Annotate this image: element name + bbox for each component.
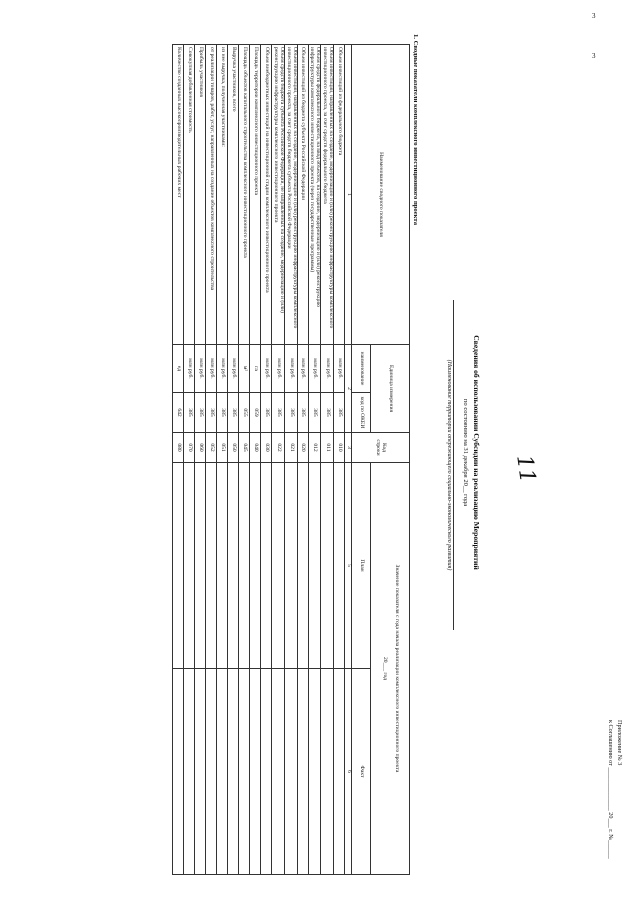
row-unit-cell: м² [239, 345, 250, 393]
row-fact-cell [261, 669, 272, 875]
header-plan: План [352, 463, 371, 669]
row-plan-cell [217, 463, 228, 669]
table-row [206, 45, 217, 875]
column-number: 5 [345, 463, 352, 669]
table-row [261, 45, 272, 875]
organization-caption: (Наименование территории опережающего социально-экономического развития) [446, 300, 454, 630]
header-year: 20___ год [382, 657, 388, 681]
row-unit-cell: млн руб. [228, 345, 239, 393]
row-plan-cell [284, 463, 297, 669]
row-code-cell: 060 [195, 433, 206, 463]
row-name-cell: Площадь территории комплексного инвестиционного проекта [250, 45, 261, 345]
row-name-cell: Объем инвестиций, направленных на создание, модернизацию и (или) реконструкцию инфраструктуры комплексного инвестиционного проекта, за счет средств федерального бюджета [321, 45, 334, 345]
row-plan-cell [250, 463, 261, 669]
header-row-code: Код строки [352, 433, 410, 463]
row-code-cell: 012 [308, 433, 321, 463]
row-fact-cell [184, 669, 195, 875]
table-row [250, 45, 261, 875]
row-fact-cell [228, 669, 239, 875]
document-title: Сведения об использовании Субсидии на реализацию Мероприятий [472, 335, 481, 570]
row-name-cell: из нее выручка, полученная участниками: [217, 45, 228, 345]
row-okei-cell: 385 [297, 393, 308, 433]
table-row [334, 45, 345, 875]
appendix-line-1: Приложение № 3 [616, 720, 623, 766]
row-fact-cell [195, 669, 206, 875]
table-row [272, 45, 285, 875]
row-name-cell: Объем внебюджетных инвестиций на инвестиционной стадии комплексного инвестиционного проекта [261, 45, 272, 345]
table-row [239, 45, 250, 875]
row-name-cell: Объем средств бюджета субъекта Российской Федерации, не направленных на создание, модернизацию и (или) реконструкцию инфраструктуры комплексного инвестиционного проекта [272, 45, 285, 345]
row-code-cell: 070 [184, 433, 195, 463]
row-okei-cell: 385 [284, 393, 297, 433]
row-unit-cell: млн руб. [308, 345, 321, 393]
row-code-cell: 022 [272, 433, 285, 463]
row-plan-cell [272, 463, 285, 669]
row-unit-cell: млн руб. [297, 345, 308, 393]
row-okei-cell: 055 [239, 393, 250, 433]
row-okei-cell: 385 [272, 393, 285, 433]
column-number: 6 [345, 669, 352, 875]
row-name-cell: Объем инвестиций из федерального бюджета [334, 45, 345, 345]
row-code-cell: 020 [297, 433, 308, 463]
row-fact-cell [272, 669, 285, 875]
table-row [321, 45, 334, 875]
header-unit-group: Единица измерения [371, 345, 410, 433]
row-fact-cell [334, 669, 345, 875]
row-okei-cell: 385 [195, 393, 206, 433]
row-unit-cell: млн руб. [206, 345, 217, 393]
row-unit-cell: млн руб. [195, 345, 206, 393]
column-number: 1 [345, 45, 352, 345]
table-row [297, 45, 308, 875]
header-fact: Факт [352, 669, 371, 875]
row-okei-cell: 385 [184, 393, 195, 433]
row-code-cell: 011 [321, 433, 334, 463]
row-fact-cell [284, 669, 297, 875]
row-code-cell: 052 [206, 433, 217, 463]
row-plan-cell [173, 463, 184, 669]
row-unit-cell: млн руб. [321, 345, 334, 393]
header-unit-okei: код по ОКЕИ [352, 393, 371, 433]
row-plan-cell [195, 463, 206, 669]
row-unit-cell: млн руб. [217, 345, 228, 393]
row-fact-cell [308, 669, 321, 875]
page-number-top: 3 [592, 12, 596, 20]
row-okei-cell: 385 [206, 393, 217, 433]
row-okei-cell: 385 [228, 393, 239, 433]
row-plan-cell [297, 463, 308, 669]
row-fact-cell [250, 669, 261, 875]
table-row [173, 45, 184, 875]
row-plan-cell [308, 463, 321, 669]
row-name-cell: от реализации товаров, работ, услуг, направленных на создание объектов комплексного строительства [206, 45, 217, 345]
row-code-cell: 030 [261, 433, 272, 463]
row-name-cell: Совокупная добавленная стоимость [184, 45, 195, 345]
row-unit-cell: млн руб. [272, 345, 285, 393]
row-code-cell: 051 [217, 433, 228, 463]
row-fact-cell [206, 669, 217, 875]
row-plan-cell [334, 463, 345, 669]
page-number-second: 3 [592, 52, 596, 60]
row-code-cell: 040 [250, 433, 261, 463]
column-number: 2 [345, 345, 352, 433]
summary-indicators-table [172, 44, 410, 875]
row-plan-cell [184, 463, 195, 669]
row-code-cell: 021 [284, 433, 297, 463]
appendix-note [605, 720, 622, 859]
column-number: 3 [345, 433, 352, 463]
table-body [173, 45, 345, 875]
header-value-group-label: Значение показателя с года начала реализации комплексного инвестиционного проекта [393, 564, 400, 773]
row-okei-cell: 385 [321, 393, 334, 433]
row-okei-cell: 385 [217, 393, 228, 433]
header-unit-name: наименование [352, 345, 371, 393]
row-code-cell: 080 [173, 433, 184, 463]
row-plan-cell [321, 463, 334, 669]
row-code-cell: 010 [334, 433, 345, 463]
row-okei-cell: 059 [250, 393, 261, 433]
row-name-cell: Объем средств федерального бюджета, на ввод объектов, на создание, модернизацию и (или) реконструкцию инфраструктуры комплексного инвестиционного проекта (через государственные программы) [308, 45, 321, 345]
row-unit-cell: млн руб. [284, 345, 297, 393]
row-unit-cell: млн руб. [334, 345, 345, 393]
row-unit-cell: млн руб. [184, 345, 195, 393]
row-okei-cell: 385 [334, 393, 345, 433]
row-fact-cell [239, 669, 250, 875]
row-okei-cell: 385 [308, 393, 321, 433]
row-unit-cell: млн руб. [261, 345, 272, 393]
row-fact-cell [173, 669, 184, 875]
row-name-cell: Выручка участников, всего [228, 45, 239, 345]
table-row [184, 45, 195, 875]
row-name-cell: Площадь объектов капитального строительства комплексного инвестиционного проекта [239, 45, 250, 345]
table-row [195, 45, 206, 875]
header-value-group [371, 463, 410, 875]
row-fact-cell [321, 669, 334, 875]
row-unit-cell: га [250, 345, 261, 393]
row-name-cell: Объем инвестиций, направленных на создание, модернизацию и (или) реконструкцию инфраструктуры комплексного инвестиционного проекта, за счет средств бюджета субъекта Российской Федерации [284, 45, 297, 345]
table-row [217, 45, 228, 875]
table-row [308, 45, 321, 875]
row-name-cell: Прибыль участников [195, 45, 206, 345]
row-name-cell: Количество созданных высокопроизводительных рабочих мест [173, 45, 184, 345]
section-title: 1. Сводные показатели комплексного инвестиционного проекта [412, 34, 419, 226]
row-unit-cell: ед [173, 345, 184, 393]
handwritten-page-mark: 11 [511, 453, 540, 485]
row-plan-cell [239, 463, 250, 669]
row-plan-cell [206, 463, 217, 669]
row-code-cell: 050 [228, 433, 239, 463]
document-subtitle: по состоянию на 31 декабря 20__ года [462, 398, 469, 507]
row-plan-cell [261, 463, 272, 669]
row-fact-cell [217, 669, 228, 875]
row-okei-cell: 385 [261, 393, 272, 433]
header-indicator: Наименование сводного показателя [352, 45, 410, 345]
row-plan-cell [228, 463, 239, 669]
row-okei-cell: 642 [173, 393, 184, 433]
table-row [284, 45, 297, 875]
appendix-line-2: к Соглашению от ______________ 20___ г. №______ [607, 720, 615, 859]
row-fact-cell [297, 669, 308, 875]
row-code-cell: 045 [239, 433, 250, 463]
table-row [228, 45, 239, 875]
row-name-cell: Объем инвестиций из бюджета субъекта Российской Федерации [297, 45, 308, 345]
